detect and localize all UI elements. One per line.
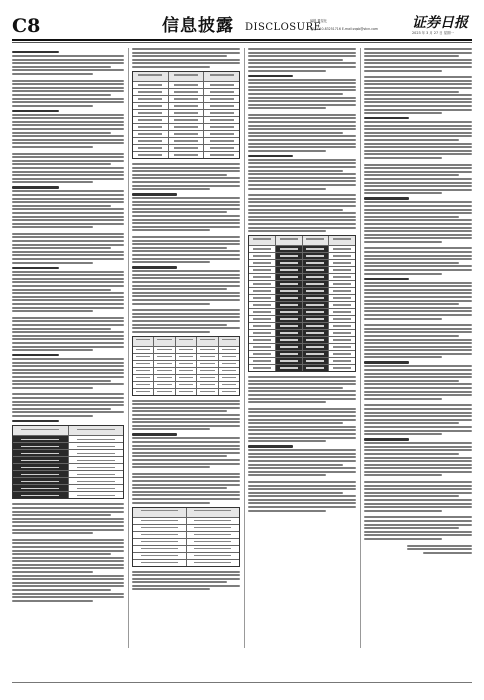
column-divider (128, 48, 129, 648)
column-divider (360, 48, 361, 648)
contact-line: 电话 010-83251716 E-mail:zqsb@stcn.com (310, 27, 378, 31)
page-bottom-rule (12, 682, 472, 683)
data-table (132, 507, 240, 567)
issue-date: 2023 年 3 月 27 日 星期一 (412, 31, 454, 35)
column-divider (244, 48, 245, 648)
masthead (12, 16, 472, 38)
data-table (248, 235, 356, 372)
article-column-2 (132, 48, 240, 650)
page-number: C8 (12, 15, 41, 37)
editor-line: 编辑 董星化 (310, 19, 327, 23)
article-column-3 (248, 48, 356, 650)
masthead-rule-thin (12, 42, 472, 43)
section-title: 信息披露 (162, 16, 234, 36)
section-title-en: DISCLOSURE (245, 22, 322, 33)
data-table (132, 336, 240, 396)
masthead-rule (12, 39, 472, 41)
article-column-1 (12, 48, 124, 650)
newspaper-logo: 证券日报 (412, 15, 468, 31)
data-table (12, 425, 124, 499)
article-column-4 (364, 48, 472, 650)
data-table (132, 71, 240, 159)
